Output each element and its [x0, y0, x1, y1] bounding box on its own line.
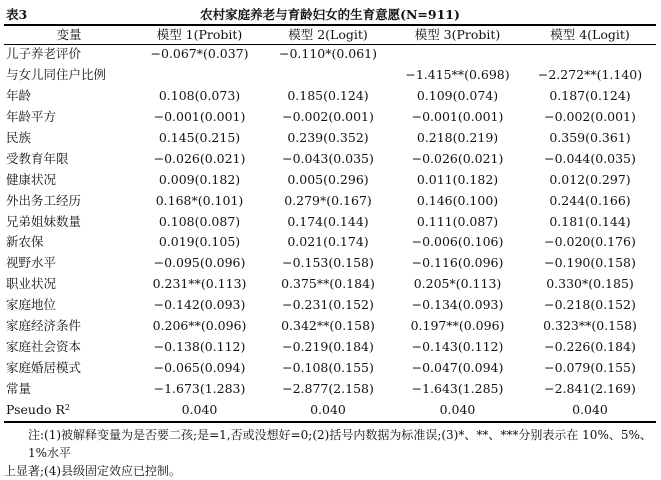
- coefficient-cell-model-2: 0.342**(0.158): [281, 318, 375, 334]
- variable-label: 新农保: [6, 234, 44, 250]
- coefficient-cell-model-1: 0.009(0.182): [158, 171, 241, 187]
- table-row: [4, 253, 656, 274]
- pseudo-r2-label: Pseudo R: [6, 401, 65, 417]
- coefficient-cell-model-1: −0.138(0.112): [153, 338, 246, 354]
- regression-table: [4, 26, 656, 420]
- coefficient-cell-model-3: −1.643(1.285): [411, 380, 504, 396]
- coefficient-cell-model-1: 0.231**(0.113): [152, 276, 247, 292]
- coefficient-cell-model-4: −0.020(0.176): [544, 234, 636, 250]
- coefficient-cell-model-4: 0.244(0.166): [549, 192, 631, 208]
- variable-label: 外出务工经历: [6, 192, 82, 208]
- coefficient-cell-model-4: 0.323**(0.158): [543, 318, 637, 334]
- coefficient-cell-model-2: 0.005(0.296): [287, 171, 369, 187]
- table-row: [4, 316, 656, 337]
- coefficient-cell-model-2: −0.110*(0.061): [278, 46, 378, 62]
- table-row: [4, 378, 656, 399]
- variable-label: 年龄: [6, 88, 32, 104]
- coefficient-cell-model-3: −0.134(0.093): [411, 297, 504, 313]
- coefficient-cell-model-1: 0.019(0.105): [158, 234, 241, 250]
- bottom-rule: [4, 421, 656, 423]
- coefficient-cell-model-3: −0.026(0.021): [411, 150, 504, 166]
- table-row: [4, 211, 656, 232]
- pseudo-r2-cell-model-3: 0.040: [439, 401, 476, 417]
- coefficient-cell-model-4: [524, 44, 656, 65]
- coefficient-cell-model-1: −0.067*(0.037): [150, 46, 249, 62]
- coefficient-cell-model-4: −0.002(0.001): [544, 109, 636, 125]
- variable-label: 常量: [6, 380, 32, 396]
- coefficient-cell-model-4: 0.181(0.144): [549, 213, 631, 229]
- coefficient-cell-model-2: −0.153(0.158): [282, 255, 374, 271]
- coefficient-cell-model-2: −0.108(0.155): [282, 359, 374, 375]
- variable-label: 儿子养老评价: [6, 46, 82, 62]
- coefficient-cell-model-1: 0.108(0.073): [158, 88, 241, 104]
- coefficient-cell-model-4: −0.044(0.035): [544, 150, 636, 166]
- pseudo-r2-cell-model-2: 0.040: [310, 401, 346, 417]
- coefficient-cell-model-2: −0.002(0.001): [282, 109, 374, 125]
- column-header-model-2: 模型 2(Logit): [288, 27, 368, 42]
- table-row: [4, 274, 656, 295]
- coefficient-cell-model-2: 0.174(0.144): [287, 213, 369, 229]
- coefficient-cell-model-2: −0.219(0.184): [282, 338, 374, 354]
- coefficient-cell-model-3: −0.001(0.001): [411, 109, 504, 125]
- variable-label: 健康状况: [6, 171, 57, 187]
- variable-label: 受教育年限: [6, 150, 69, 166]
- variable-label: 民族: [6, 130, 32, 145]
- coefficient-cell-model-3: −0.143(0.112): [411, 338, 504, 354]
- coefficient-cell-model-4: −2.272**(1.140): [537, 67, 643, 83]
- coefficient-cell-model-3: 0.197**(0.096): [410, 318, 505, 334]
- pseudo-r2-cell-model-1: 0.040: [181, 401, 218, 417]
- variable-label: 与女儿同住户比例: [6, 67, 107, 83]
- table-label: 表3: [6, 7, 28, 22]
- table-header: [4, 2, 656, 24]
- header-row: [4, 26, 656, 44]
- table-note: [4, 426, 656, 480]
- table-row: [4, 65, 656, 86]
- coefficient-cell-model-2: −2.877(2.158): [282, 380, 374, 396]
- coefficient-cell-model-1: [134, 65, 265, 86]
- table-row: [4, 44, 656, 65]
- coefficient-cell-model-4: 0.359(0.361): [549, 130, 631, 145]
- table-row: [4, 148, 656, 169]
- coefficient-cell-model-3: −1.415**(0.698): [405, 67, 510, 83]
- coefficient-cell-model-1: 0.145(0.215): [158, 130, 241, 145]
- coefficient-cell-model-1: −0.095(0.096): [153, 255, 246, 271]
- coefficient-cell-model-2: 0.375**(0.184): [281, 276, 375, 292]
- variable-label: 家庭经济条件: [6, 318, 82, 334]
- coefficient-cell-model-4: 0.012(0.297): [549, 171, 631, 187]
- coefficient-cell-model-1: 0.168*(0.101): [155, 192, 244, 208]
- column-header-variable: 变量: [56, 27, 82, 42]
- coefficient-cell-model-1: −0.065(0.094): [153, 359, 246, 375]
- table-row: [4, 169, 656, 190]
- table-row: [4, 295, 656, 316]
- table-row: [4, 336, 656, 357]
- table-title: 农村家庭养老与育龄妇女的生育意愿(N=911): [200, 7, 460, 22]
- table-row: [4, 107, 656, 128]
- coefficient-cell-model-3: −0.116(0.096): [411, 255, 504, 271]
- coefficient-cell-model-3: 0.109(0.074): [416, 88, 499, 104]
- variable-label: 家庭地位: [6, 297, 57, 313]
- table-row: [4, 190, 656, 211]
- coefficient-cell-model-1: 0.108(0.087): [158, 213, 241, 229]
- coefficient-cell-model-3: 0.011(0.182): [416, 171, 499, 187]
- coefficient-cell-model-1: 0.206**(0.096): [152, 318, 247, 334]
- table-row: [4, 128, 656, 149]
- coefficient-cell-model-3: 0.218(0.219): [416, 130, 499, 145]
- coefficient-cell-model-2: −0.043(0.035): [282, 150, 374, 166]
- column-header-model-4: 模型 4(Logit): [550, 27, 630, 42]
- variable-label: 家庭社会资本: [6, 338, 82, 354]
- coefficient-cell-model-2: [265, 65, 391, 86]
- column-header-model-3: 模型 3(Probit): [414, 27, 501, 42]
- coefficient-cell-model-3: −0.006(0.106): [411, 234, 504, 250]
- coefficient-cell-model-4: −0.226(0.184): [544, 338, 636, 354]
- table-row: [4, 232, 656, 253]
- coefficient-cell-model-4: 0.187(0.124): [549, 88, 631, 104]
- coefficient-cell-model-2: −0.231(0.152): [282, 297, 374, 313]
- coefficient-cell-model-3: 0.111(0.087): [416, 213, 499, 229]
- note-line-1: 注:(1)被解释变量为是否要二孩;是=1,否或没想好=0;(2)括号内数据为标准误;(3)*、**、***分别表示在 10%、5%、1%水平: [28, 428, 652, 460]
- coefficient-cell-model-3: [391, 44, 524, 65]
- table-row: [4, 86, 656, 107]
- variable-label: 年龄平方: [6, 109, 57, 125]
- coefficient-cell-model-4: −0.079(0.155): [544, 359, 636, 375]
- variable-label: 家庭婚居模式: [6, 359, 82, 375]
- coefficient-cell-model-1: −0.001(0.001): [153, 109, 246, 125]
- coefficient-cell-model-3: 0.205*(0.113): [413, 276, 502, 292]
- table-body: [4, 44, 656, 420]
- column-header-model-1: 模型 1(Probit): [156, 27, 243, 42]
- pseudo-r2-superscript: 2: [64, 402, 70, 412]
- coefficient-cell-model-4: 0.330*(0.185): [546, 276, 634, 292]
- coefficient-cell-model-4: −0.218(0.152): [544, 297, 636, 313]
- coefficient-cell-model-4: −0.190(0.158): [544, 255, 636, 271]
- coefficient-cell-model-3: −0.047(0.094): [411, 359, 504, 375]
- coefficient-cell-model-3: 0.146(0.100): [416, 192, 499, 208]
- variable-label: 兄弟姐妹数量: [6, 213, 82, 229]
- coefficient-cell-model-1: −0.142(0.093): [153, 297, 246, 313]
- variable-label: 职业状况: [6, 276, 57, 292]
- variable-label: 视野水平: [6, 255, 57, 271]
- coefficient-cell-model-1: −1.673(1.283): [153, 380, 246, 396]
- table-row-pseudo-r2: [4, 399, 656, 420]
- coefficient-cell-model-2: 0.279*(0.167): [284, 192, 372, 208]
- pseudo-r2-cell-model-4: 0.040: [572, 401, 608, 417]
- note-line-2: 上显著;(4)县级固定效应已控制。: [4, 464, 182, 478]
- table-row: [4, 357, 656, 378]
- coefficient-cell-model-2: 0.185(0.124): [287, 88, 369, 104]
- coefficient-cell-model-2: 0.239(0.352): [287, 130, 369, 145]
- coefficient-cell-model-2: 0.021(0.174): [287, 234, 369, 250]
- coefficient-cell-model-4: −2.841(2.169): [544, 380, 636, 396]
- variable-label: [4, 399, 134, 420]
- coefficient-cell-model-1: −0.026(0.021): [153, 150, 246, 166]
